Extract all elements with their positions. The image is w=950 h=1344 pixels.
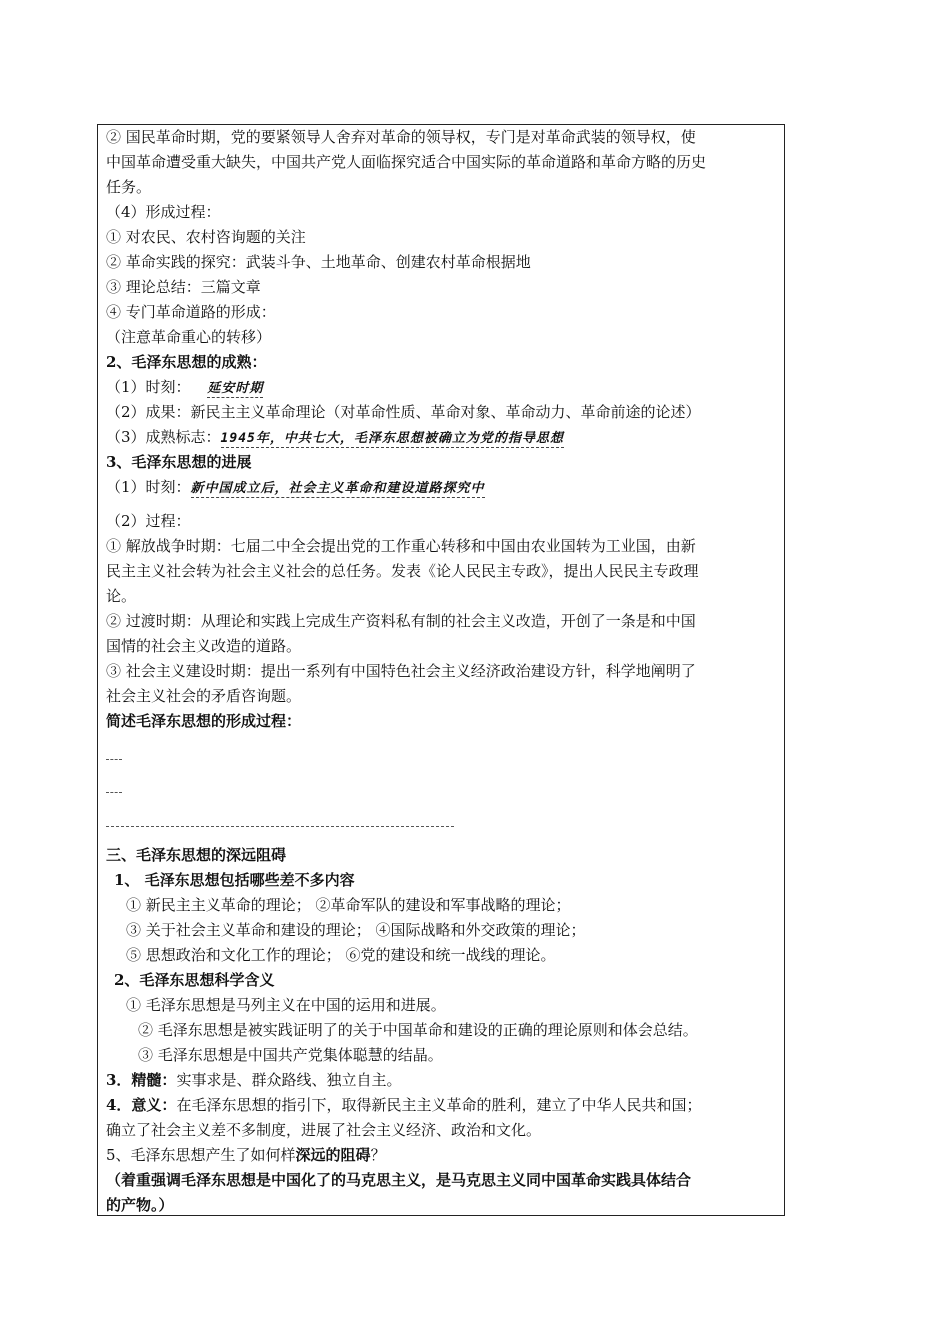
text-line: （4）形成过程： bbox=[106, 203, 221, 221]
note-text: 的产物。） bbox=[106, 1196, 174, 1214]
question-text: 5、毛泽东思想产生了如何样 bbox=[106, 1146, 296, 1164]
text-line: ① 解放战争时期：七届二中全会提出党的工作重心转移和中国由农业国转为工业国，由新 bbox=[106, 537, 696, 555]
handwritten-answer: 1945年，中共七大，毛泽东思想被确立为党的指导思想 bbox=[220, 431, 564, 446]
field-value: 实事求是、群众路线、独立自主。 bbox=[176, 1071, 402, 1089]
text-line: 社会主义社会的矛盾咨询题。 bbox=[106, 687, 302, 705]
text-line: ④ 专门革命道路的形成： bbox=[106, 303, 276, 321]
subsection-heading: 2、毛泽东思想科学含义 bbox=[114, 971, 275, 989]
subsection-heading: 1、 毛泽东思想包括哪些差不多内容 bbox=[114, 871, 355, 889]
text-line: （2）过程： bbox=[106, 512, 191, 530]
field-label: （3）成熟标志： bbox=[106, 428, 221, 446]
answer-blank-line bbox=[106, 826, 454, 827]
field-label: （1）时刻： bbox=[106, 378, 191, 396]
text-line: ② 革命实践的探究：武装斗争、土地革命、创建农村革命根据地 bbox=[106, 253, 531, 271]
text-line: ② 毛泽东思想是被实践证明了的关于中国革命和建设的正确的理论原则和体会总结。 bbox=[138, 1021, 698, 1039]
question-emphasis: 深远的阻碍 bbox=[295, 1146, 371, 1164]
text-line: ③ 理论总结：三篇文章 bbox=[106, 278, 261, 296]
text-line bbox=[106, 1146, 386, 1164]
text-line: （注意革命重心的转移） bbox=[106, 328, 272, 346]
question-heading: 简述毛泽东思想的形成过程： bbox=[106, 712, 302, 730]
text-line: ① 新民主主义革命的理论； ②革命军队的建设和军事战略的理论； bbox=[126, 896, 571, 914]
text-line: 论。 bbox=[106, 587, 137, 605]
section-heading: 三、毛泽东思想的深远阻碍 bbox=[106, 846, 287, 864]
text-line: ① 对农民、农村咨询题的关注 bbox=[106, 228, 306, 246]
text-line: 民主主义社会转为社会主义社会的总任务。发表《论人民民主专政》，提出人民民主专政理 bbox=[106, 562, 699, 580]
text-line: （2）成果：新民主主义革命理论（对革命性质、革命对象、革命动力、革命前途的论述） bbox=[106, 403, 701, 421]
field-label: 4．意义： bbox=[106, 1096, 177, 1114]
handwritten-answer: 新中国成立后，社会主义革命和建设道路探究中 bbox=[190, 481, 485, 496]
text-line: 确立了社会主义差不多制度，进展了社会主义经济、政治和文化。 bbox=[106, 1121, 542, 1139]
text-line: ⑤ 思想政治和文化工作的理论； ⑥党的建设和统一战线的理论。 bbox=[126, 946, 556, 964]
section-heading: 2、毛泽东思想的成熟： bbox=[106, 353, 267, 371]
field-value: 在毛泽东思想的指引下，取得新民主主义革命的胜利，建立了中华人民共和国； bbox=[176, 1096, 702, 1114]
text-line: 中国革命遭受重大缺失，中国共产党人面临探究适合中国实际的革命道路和革命方略的历史 bbox=[106, 153, 707, 171]
text-line: ③ 社会主义建设时期：提出一系列有中国特色社会主义经济政治建设方针，科学地阐明了 bbox=[106, 662, 696, 680]
text-line: ② 国民革命时期，党的要紧领导人舍弃对革命的领导权，专门是对革命武装的领导权，使 bbox=[106, 128, 696, 146]
text-line: ① 毛泽东思想是马列主义在中国的运用和进展。 bbox=[126, 996, 446, 1014]
text-line: ③ 关于社会主义革命和建设的理论； ④国际战略和外交政策的理论； bbox=[126, 921, 586, 939]
text-line bbox=[106, 428, 564, 448]
text-line: ③ 毛泽东思想是中国共产党集体聪慧的结晶。 bbox=[138, 1046, 443, 1064]
section-heading: 3、毛泽东思想的进展 bbox=[106, 453, 252, 471]
text-line: 国情的社会主义改造的道路。 bbox=[106, 637, 302, 655]
question-text: ？ bbox=[370, 1146, 386, 1164]
text-line bbox=[106, 378, 263, 398]
answer-blank-line bbox=[106, 792, 122, 793]
answer-blank-line bbox=[106, 759, 122, 760]
handwritten-answer: 延安时期 bbox=[207, 381, 264, 396]
text-line: ② 过渡时期：从理论和实践上完成生产资料私有制的社会主义改造，开创了一条是和中国 bbox=[106, 612, 696, 630]
field-label: 3．精髓： bbox=[106, 1071, 177, 1089]
note-text: （着重强调毛泽东思想是中国化了的马克思主义，是马克思主义同中国革命实践具体结合 bbox=[106, 1171, 692, 1189]
text-line bbox=[106, 478, 485, 498]
field-label: （1）时刻： bbox=[106, 478, 191, 496]
text-line: 任务。 bbox=[106, 178, 152, 196]
text-line bbox=[106, 1071, 401, 1089]
text-line bbox=[106, 1096, 701, 1114]
